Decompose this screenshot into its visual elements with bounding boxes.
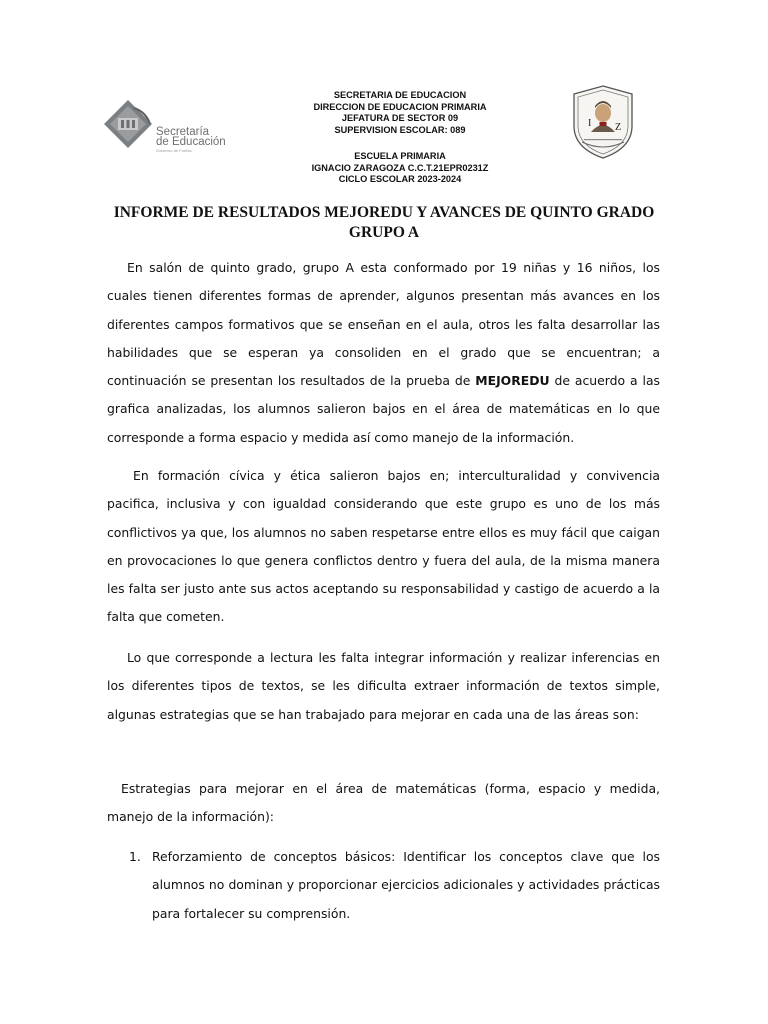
header-school-lines xyxy=(250,151,550,186)
header-line: IGNACIO ZARAGOZA C.C.T.21EPR0231Z xyxy=(311,162,489,173)
paragraph-text: Estrategias para mejorar en el área de matemáticas (forma, espacio y medida, manejo de la información): xyxy=(107,781,660,825)
shield-letter-right: Z xyxy=(615,122,622,133)
paragraph-intro xyxy=(107,254,660,452)
paragraph-text: En salón de quinto grado, grupo A esta conformado por 19 niñas y 16 niños, los cuales tienen diferentes formas de aprender, algunos presentan más avances en los diferentes campos formativos que se enseñan en el aula, otros les falta desarrollar las habilidades que se esperan ya consoliden en el grado que se encuentran; a continuación se presentan los resultados de la prueba de xyxy=(107,260,660,389)
logo-tagline: Gobierno de Puebla xyxy=(156,148,192,153)
list-number: 1. xyxy=(129,849,141,864)
paragraph-text: Lo que corresponde a lectura les falta integrar información y realizar inferencias en los diferentes tipos de textos, se les dificulta extraer información de textos simple, algunas estrategias que se han trabajado para mejorar en cada una de las áreas son: xyxy=(107,650,660,722)
paragraph-civica xyxy=(107,462,660,632)
header-line: JEFATURA DE SECTOR 09 xyxy=(341,113,459,123)
paragraph-estrategias xyxy=(107,775,660,832)
strategy-list xyxy=(107,843,660,928)
logo-text-line1: Secretaría xyxy=(156,126,210,138)
paragraph-text: En formación cívica y ética salieron bajos en; interculturalidad y convivencia pacifica, inclusiva y con igualdad considerando que este grupo es uno de los más conflictivos ya que, los alumnos no saben respetarse entre ellos es muy fácil que caigan en provocaciones lo que genera conflictos dentro y fuera del aula, de la misma manera les falta ser justo ante sus actos aceptando su responsabilidad y castigo de acuerdo a la falta que cometen. xyxy=(107,468,660,625)
paragraph-text: de acuerdo a las grafica analizadas, los alumnos salieron bajos en el área de matemáticas en lo que corresponde a forma espacio y medida así como manejo de la información. xyxy=(107,373,660,445)
title-line: GRUPO A xyxy=(348,224,420,241)
header-line: CICLO ESCOLAR 2023-2024 xyxy=(338,174,462,184)
header-line: SUPERVISION ESCOLAR: 089 xyxy=(334,124,466,135)
report-title xyxy=(100,203,668,243)
school-logo xyxy=(570,84,636,160)
school-shield-icon xyxy=(570,84,636,160)
shield-letter-left: I xyxy=(588,118,592,129)
mejoredu-bold: MEJOREDU xyxy=(475,373,550,389)
seal-logo-icon xyxy=(102,98,154,150)
header-line: ESCUELA PRIMARIA xyxy=(354,151,446,161)
paragraph-lectura xyxy=(107,644,660,729)
list-item xyxy=(107,843,660,928)
header-institution-lines xyxy=(250,90,550,136)
title-line: INFORME DE RESULTADOS MEJOREDU Y AVANCES DE QUINTO GRADO xyxy=(113,204,655,221)
header-line: DIRECCION DE EDUCACION PRIMARIA xyxy=(313,101,487,112)
header-line: SECRETARIA DE EDUCACION xyxy=(333,90,467,100)
list-text: Reforzamiento de conceptos básicos: Identificar los conceptos clave que los alumnos no dominan y proporcionar ejercicios adicionales y actividades prácticas para fortalecer su comprensión. xyxy=(152,849,660,921)
secretaria-logo xyxy=(102,98,232,153)
letterhead xyxy=(0,0,768,200)
logo-text-line2: de Educación xyxy=(156,136,226,148)
